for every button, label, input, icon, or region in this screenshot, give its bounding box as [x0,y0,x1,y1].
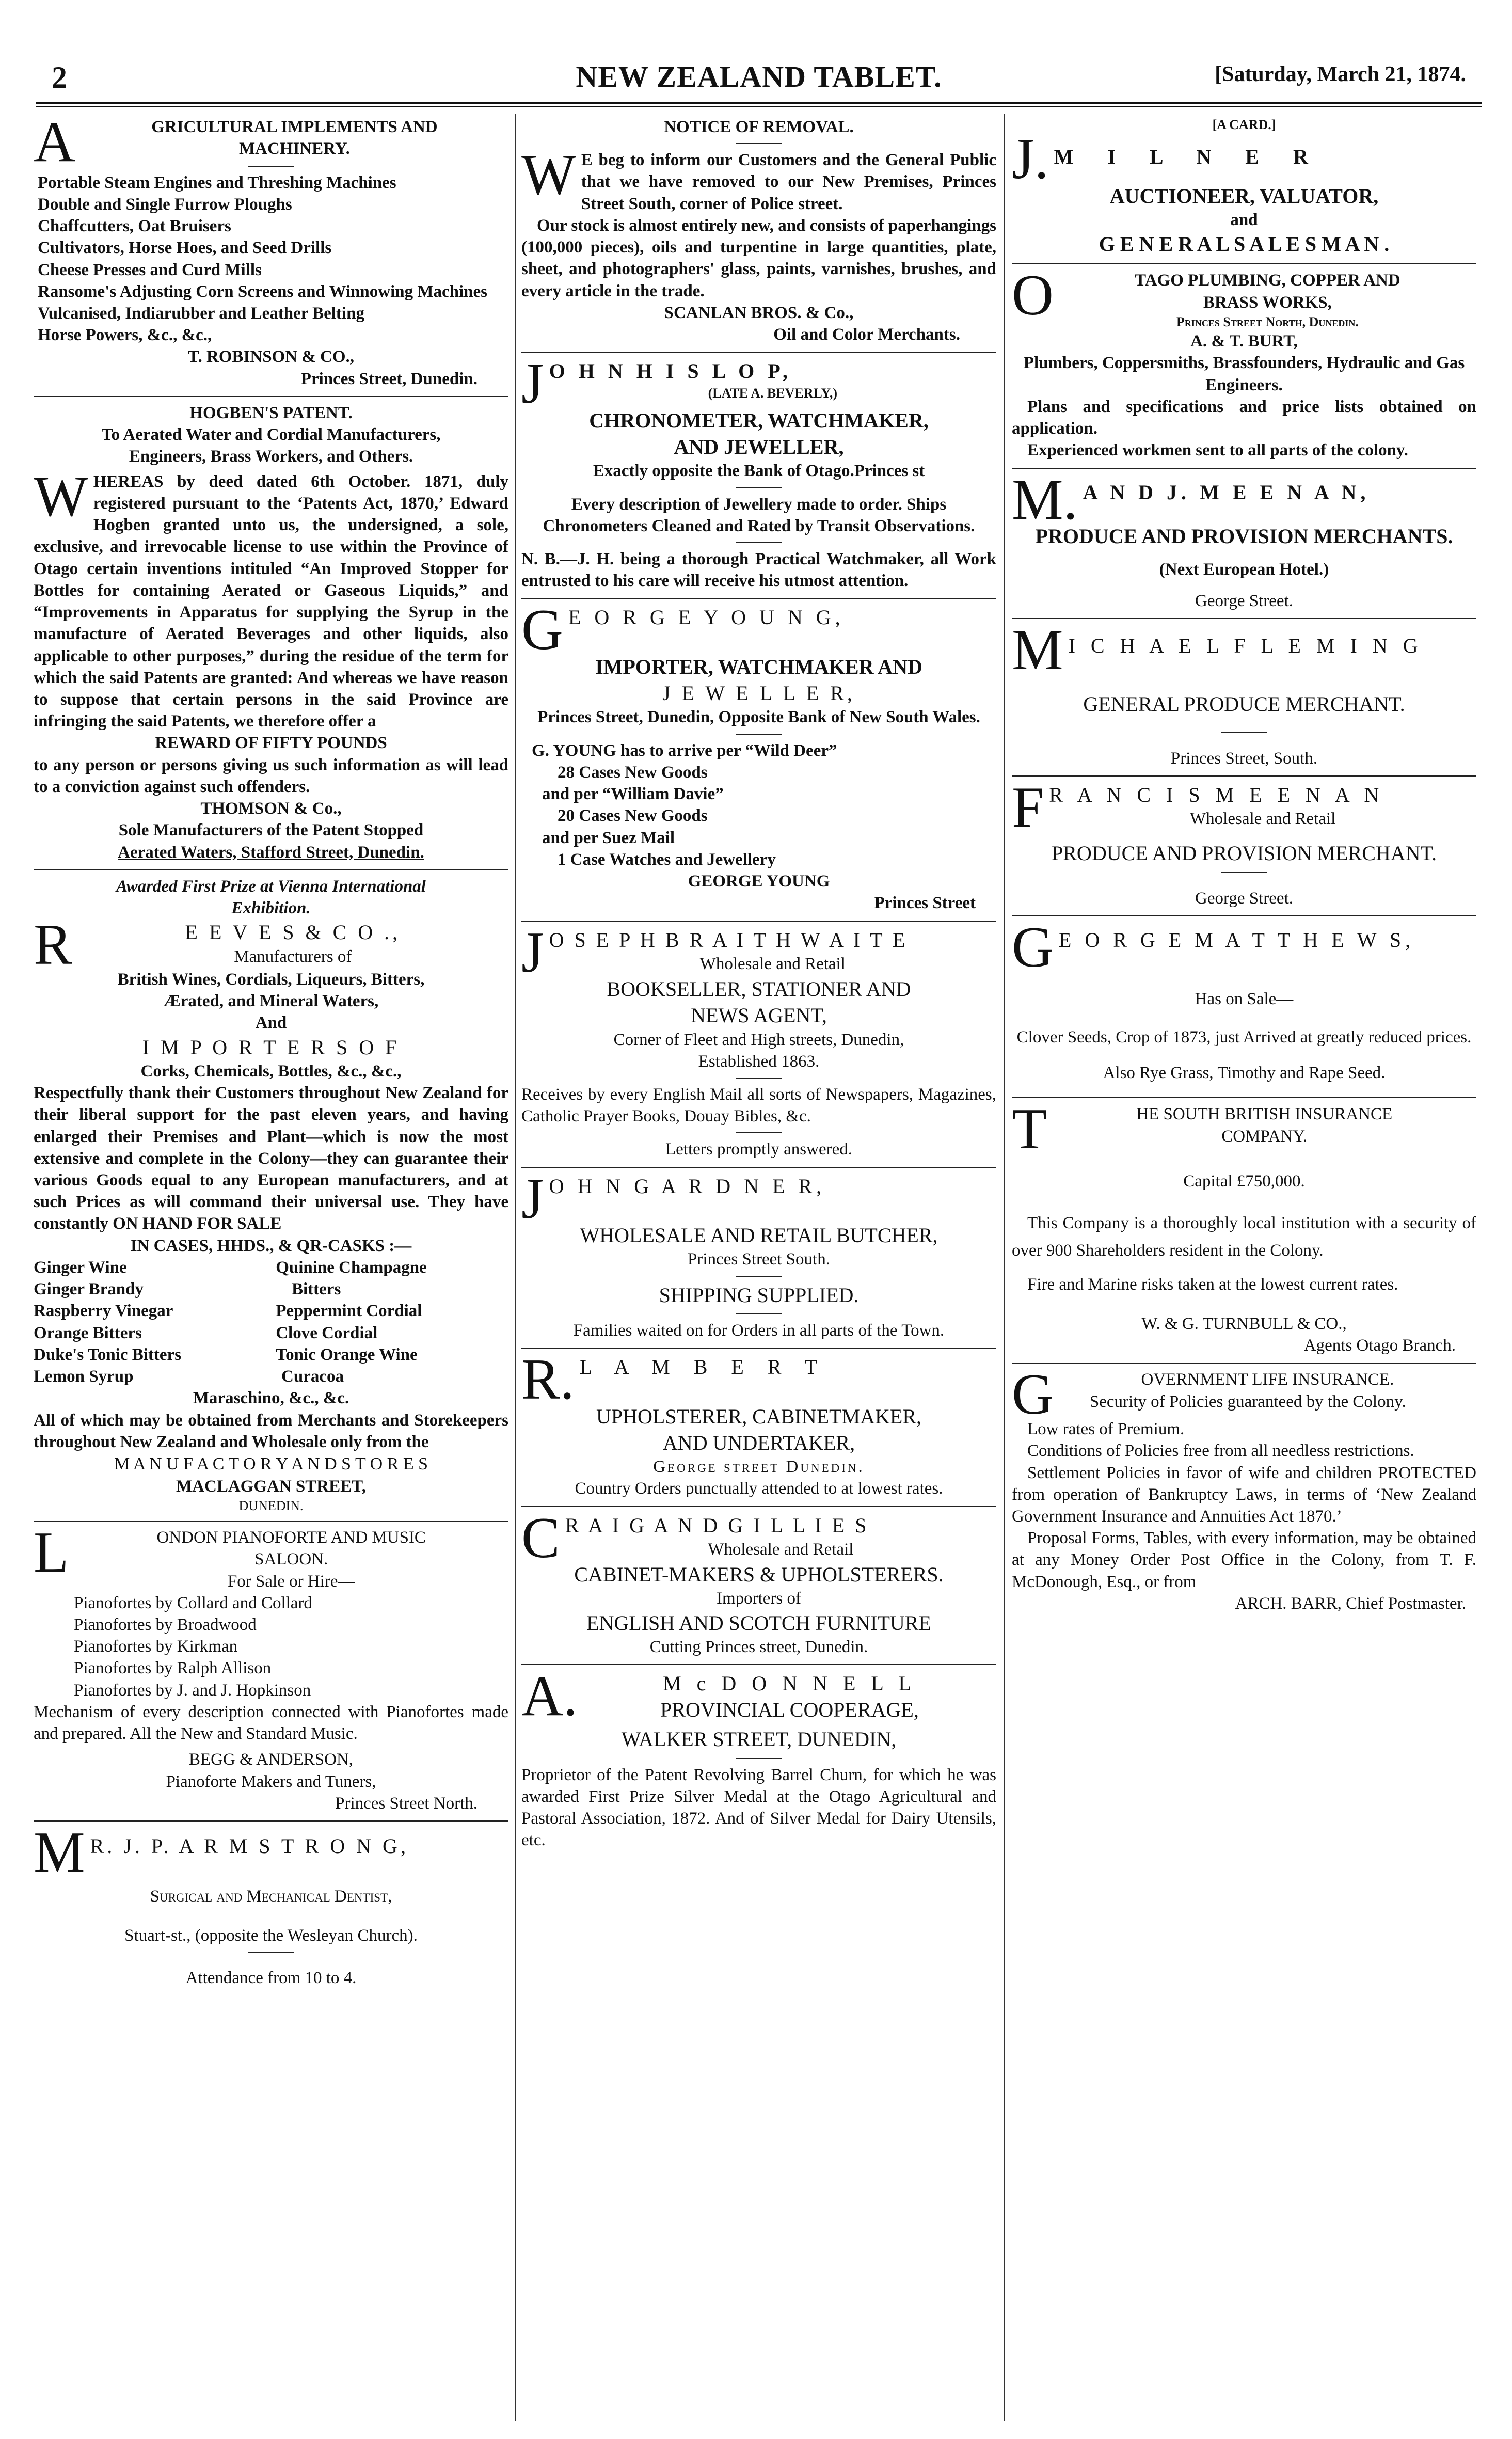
ad-title: SALOON. [254,1550,328,1569]
ad-armstrong-dentist [34,1822,508,1995]
firm-name: M c D O N N E L L [663,1672,916,1696]
stores-heading: M A N U F A C T O R Y A N D S T O R E S [114,1454,428,1474]
ad-craig-and-gillies [521,1507,996,1665]
ad-joseph-braithwaite [521,922,996,1168]
firm-name: O S E P H B R A I T H W A I T E [549,928,908,952]
firm-address: George Street. [1195,889,1293,908]
ad-body: This Company is a thoroughly local institution with a security of over 900 Shareholders resident in the Colony. [1012,1214,1476,1260]
page-number: 2 [52,60,67,94]
ad-title: ONDON PIANOFORTE AND MUSIC [156,1528,426,1547]
drop-cap: A [34,111,75,174]
drop-cap: T [1012,1097,1047,1162]
product-line: Maraschino, &c., &c. [193,1389,349,1408]
firm-name: O H N H I S L O P, [549,359,792,383]
trade-line: PRODUCE AND PROVISION MERCHANT. [1052,842,1437,865]
ad-title: HOGBEN'S PATENT. [189,403,353,422]
firm-name: R. J. P. A R M S T R O N G, [90,1834,409,1858]
ad-body: Plans and specifications and price lists obtained on application. [1012,397,1476,438]
ad-george-matthews [1012,916,1476,1098]
ad-title: COMPANY. [1221,1127,1308,1146]
firm-address: Princes Street South. [688,1250,830,1269]
list-item: Cultivators, Horse Hoes, and Seed Drills [38,239,332,258]
ad-body: Plumbers, Coppersmiths, Brassfounders, Hydraulic and Gas Engineers. [1023,354,1465,394]
drop-cap: G [1012,915,1054,979]
drop-cap: W [521,143,576,208]
award-line: Exhibition. [231,899,311,918]
firm-name: SCANLAN BROS. & Co., [664,303,854,322]
product-line: And [255,1013,287,1033]
firm-address: Princes Street, Dunedin. [300,369,478,388]
ad-body: Country Orders punctually attended to at lowest rates. [575,1479,943,1498]
goods-cell: Bitters [292,1280,341,1299]
ad-body: to any person or persons giving us such information as will lead to a conviction against such offenders. [34,755,508,796]
ad-hogbens-patent [34,397,508,870]
trade-line: GENERAL PRODUCE MERCHANT. [1083,692,1405,716]
ad-body: Low rates of Premium. [1027,1420,1185,1439]
drop-cap: R. [521,1348,575,1412]
drop-cap: J. [1012,127,1049,192]
card-label: [A CARD.] [1212,117,1276,132]
trade-line: PROVINCIAL COOPERAGE, [660,1698,919,1722]
drop-cap: F [1012,775,1044,840]
ad-michael-fleming [1012,619,1476,777]
ad-body: E beg to inform our Customers and the General Public that we have removed to our New Premises, Princes Street South, corner of Police street. [581,151,996,213]
issue-date: [Saturday, March 21, 1874. [1215,62,1466,86]
ad-m-and-j-meenan [1012,469,1476,619]
town-line: DUNEDIN. [238,1498,304,1513]
firm-signature: Aerated Waters, Stafford Street, Dunedin. [118,843,424,862]
ad-reeves-co [34,870,508,1522]
ad-body: Experienced workmen sent to all parts of the colony. [1027,441,1408,460]
ad-title: TAGO PLUMBING, COPPER AND [1135,271,1400,290]
ad-body: HEREAS by deed dated 6th October. 1871, duly registered pursuant to the ‘Patents Act, 1870,’ Edward Hogben granted unto us, the undersigned, a sole, exclusive, and irrevocable license to use within the Province of Otago certain inventions intituled “An Improved Stopper for Bottles for containing Aerated or Gaseous Liquids,” and “Improvements in Apparatus for supplying the Syrup in the manufacture of Aerated Beverages and other liquids, also applicable to other purposes,” during the residue of the term for which the said Patents are granted: And whereas we have reason to suppose that certain persons in the said Province are infringing the said Patents, we therefore offer a [34,472,508,731]
trade-line: BOOKSELLER, STATIONER AND [607,977,911,1001]
firm-signature: Oil and Color Merchants. [773,325,960,344]
firm-address: Princes Street, Dunedin, Opposite Bank of New South Wales. [537,708,980,727]
goods-row [34,1257,508,1278]
trade-line: WHOLESALE AND RETAIL BUTCHER, [580,1224,938,1247]
firm-address: Stuart-st., (opposite the Wesleyan Church). [124,1926,418,1945]
trade-line: NEWS AGENT, [691,1004,827,1027]
ad-body: Our stock is almost entirely new, and consists of paperhangings (100,000 pieces), oils and turpentine in large quantities, plate, sheet, and photographers' glass, paints, varnishes, brushes, and every article in the trade. [521,216,996,300]
firm-name: A N D J. M E E N A N, [1083,480,1370,504]
firm-name: T. ROBINSON & CO., [187,347,355,367]
ad-body: 1 Case Watches and Jewellery [558,850,776,869]
ad-body: Fire and Marine risks taken at the lowest current rates. [1027,1275,1398,1294]
column-divider [515,114,516,2421]
firm-signature: ARCH. BARR, Chief Postmaster. [1235,1594,1466,1613]
ad-notice-of-removal [521,111,996,353]
ad-george-young [521,599,996,921]
divider [248,1952,294,1953]
goods-cell: Curacoa [281,1367,344,1386]
goods-row [34,1278,508,1300]
ad-title: BRASS WORKS, [1203,293,1332,312]
implement-list [34,172,508,346]
ad-title: MACHINERY. [239,139,350,159]
ad-south-british-insurance [1012,1098,1476,1364]
drop-cap: O [1012,263,1054,328]
ad-title: NOTICE OF REMOVAL. [664,118,854,136]
firm-address: Corner of Fleet and High streets, Dunedin, [613,1030,904,1049]
trade-line: and [1230,211,1258,230]
firm-name: R A N C I S M E E N A N [1049,783,1384,806]
goods-row [34,1366,508,1387]
ad-subtitle: Wholesale and Retail [699,954,846,973]
hours-line: Attendance from 10 to 4. [185,1969,357,1988]
ad-subtitle: Wholesale and Retail [708,1540,854,1559]
column-2 [521,111,996,2424]
goods-cell: Quinine Champagne [276,1258,427,1277]
header-rule-thin [36,106,1482,107]
ad-london-pianoforte [34,1522,508,1822]
ad-body: Settlement Policies in favor of wife and children PROTECTED from operation of Bankruptcy Laws, in terms of ‘New Zealand Government Insurance and Annuities Act 1870.’ [1012,1463,1476,1526]
list-item: Ransome's Adjusting Corn Screens and Winnowing Machines [38,282,488,301]
ad-body: Conditions of Policies free from all needless restrictions. [1027,1442,1414,1461]
trade-line: CHRONOMETER, WATCHMAKER, [589,408,929,432]
divider [1221,732,1267,733]
divider [736,1276,782,1277]
drop-cap: G [521,598,563,662]
goods-cell: Duke's Tonic Bitters [34,1345,182,1364]
product-line: Ærated, and Mineral Waters, [163,992,379,1011]
firm-name: A. & T. BURT, [1190,332,1298,351]
goods-cell: Ginger Wine [34,1258,127,1277]
goods-row [34,1322,508,1344]
divider [736,143,782,144]
firm-signature: Pianoforte Makers and Tuners, [166,1772,376,1791]
firm-address: Princes Street North, Dunedin. [1176,314,1359,329]
ad-body: Security of Policies guaranteed by the Colony. [1089,1392,1406,1411]
drop-cap: W [34,464,88,529]
ad-r-lambert [521,1349,996,1507]
piano-list [34,1592,508,1701]
firm-address: George Street. [1195,591,1293,610]
ad-subtitle: Has on Sale— [1195,990,1294,1009]
divider [1221,872,1267,873]
capital-line: Capital £750,000. [1183,1171,1305,1191]
list-item: Chaffcutters, Oat Bruisers [38,217,231,236]
cases-heading: IN CASES, HHDS., & QR-CASKS :— [130,1236,412,1255]
drop-cap: M. [1012,467,1078,532]
ad-subtitle: (Next European Hotel.) [1159,560,1329,579]
drop-cap: M [1012,617,1063,682]
ad-body: Receives by every English Mail all sorts of Newspapers, Magazines, Catholic Prayer Books, Douay Bibles, &c. [521,1085,996,1126]
ad-government-life-insurance [1012,1364,1476,1621]
ad-body: Respectfully thank their Customers throughout New Zealand for their liberal support for the past eleven years, and having enlarged their Premises and Plant—which is now the most extensive and complete in the Colony—they can guarantee their various Goods equal to any European manufacturers, and at such Prices as will command their universal use. They have constantly ON HAND FOR SALE [34,1084,508,1233]
goods-row [34,1344,508,1366]
divider [736,542,782,543]
firm-address: Cutting Princes street, Dunedin. [649,1637,868,1656]
ad-body: Every description of Jewellery made to order. Ships Chronometers Cleaned and Rated by Transit Observations. [543,495,975,535]
drop-cap: L [34,1521,69,1585]
shipping-line: SHIPPING SUPPLIED. [659,1283,859,1307]
ad-subtitle: Importers of [716,1589,802,1608]
firm-signature: Sole Manufacturers of the Patent Stopped [118,821,424,840]
goods-cell: Peppermint Cordial [276,1302,422,1321]
goods-cell: Ginger Brandy [34,1280,144,1299]
ad-otago-plumbing [1012,264,1476,468]
trade-line: AND JEWELLER, [674,435,844,459]
drop-cap: M [34,1820,85,1885]
firm-name: R A I G A N D G I L L I E S [565,1513,869,1537]
firm-name: BEGG & ANDERSON, [188,1750,354,1769]
ad-subtitle: Wholesale and Retail [1190,810,1336,829]
ad-body: and per “William Davie” [542,785,724,804]
list-item: Cheese Presses and Curd Mills [38,260,262,279]
trade-line: AND UNDERTAKER, [662,1431,855,1454]
divider [736,1758,782,1759]
goods-table [34,1257,508,1387]
drop-cap: G [1012,1363,1054,1427]
goods-cell: Lemon Syrup [34,1367,134,1386]
ad-body: Families waited on for Orders in all parts of the Town. [573,1321,945,1340]
importers-heading: I M P O R T E R S O F [142,1035,400,1059]
ad-j-milner [1012,111,1476,264]
firm-name: M I L N E R [1054,145,1323,169]
ad-body: and per Suez Mail [542,828,675,847]
ad-subtitle: Manufacturers of [234,947,352,966]
divider [736,734,782,735]
drop-cap: J [521,352,544,416]
trade-line: CABINET-MAKERS & UPHOLSTERERS. [574,1563,944,1587]
goods-cell: Raspberry Vinegar [34,1302,173,1321]
list-item: Pianofortes by Ralph Allison [74,1659,272,1678]
firm-address: Princes Street, South. [1170,749,1318,768]
header-rule [36,102,1482,104]
reward-heading: REWARD OF FIFTY POUNDS [155,734,387,753]
trade-line: G E N E R A L S A L E S M A N . [1099,232,1390,256]
firm-name: E O R G E Y O U N G, [568,606,845,629]
list-item: Pianofortes by Collard and Collard [74,1593,312,1612]
firm-name: W. & G. TURNBULL & CO., [1141,1314,1347,1333]
newspaper-title: NEW ZEALAND TABLET. [576,60,942,93]
list-item: Vulcanised, Indiarubber and Leather Belting [38,304,364,323]
established-line: Established 1863. [698,1052,820,1071]
ad-body: Proprietor of the Patent Revolving Barrel Churn, for which he was awarded First Prize Silver Medal at the Otago Agricultural and Pastoral Association, 1872. And of Silver Medal for Dairy Utensils, etc. [521,1765,996,1850]
ad-john-hislop [521,353,996,599]
product-line: Corks, Chemicals, Bottles, &c., &c., [140,1062,402,1081]
divider [736,487,782,488]
trade-line: AUCTIONEER, VALUATOR, [1109,184,1379,208]
firm-name: E E V E S & C O ., [185,921,401,944]
list-item: Double and Single Furrow Ploughs [38,195,292,214]
drop-cap: J [521,920,544,985]
ad-title: OVERNMENT LIFE INSURANCE. [1141,1370,1394,1389]
firm-address: George street Dunedin. [653,1458,865,1477]
ad-body: Letters promptly answered. [665,1140,852,1159]
firm-signature: Agents Otago Branch. [1303,1336,1456,1355]
firm-address: WALKER STREET, DUNEDIN, [621,1728,897,1751]
ad-body: Clover Seeds, Crop of 1873, just Arrived at greatly reduced prices. Also Rye Grass, Timothy and Rape Seed. [1016,1027,1472,1083]
list-item: Portable Steam Engines and Threshing Machines [38,173,396,192]
ad-subtitle: To Aerated Water and Cordial Manufacturers, [101,425,441,445]
goods-cell: Orange Bitters [34,1323,142,1342]
drop-cap: J [521,1166,544,1231]
ad-a-mcdonnell [521,1665,996,1858]
divider [248,166,294,167]
firm-name: L A M B E R T [579,1355,827,1379]
drop-cap: A. [521,1664,578,1729]
trade-line: IMPORTER, WATCHMAKER AND [595,655,922,679]
ad-body: N. B.—J. H. being a thorough Practical Watchmaker, all Work entrusted to his care will receive his utmost attention. [521,550,996,591]
award-line: Awarded First Prize at Vienna International [116,877,426,896]
goods-cell: Clove Cordial [276,1323,378,1342]
firm-address: Exactly opposite the Bank of Otago.Princes st [593,462,925,481]
ad-body: Mechanism of every description connected with Pianofortes made and prepared. All the New and Standard Music. [34,1702,508,1744]
ad-subtitle: Engineers, Brass Workers, and Others. [129,447,413,466]
trade-line: ENGLISH AND SCOTCH FURNITURE [586,1611,931,1635]
divider [736,1132,782,1133]
divider [736,1313,782,1314]
ad-body: All of which may be obtained from Merchants and Storekeepers throughout New Zealand and Wholesale only from the [34,1411,508,1451]
ad-francis-meenan [1012,777,1476,916]
drop-cap: C [521,1506,560,1570]
ad-body: Proposal Forms, Tables, with every information, may be obtained at any Money Order Post Office in the Colony, from T. F. McDonough, Esq., or from [1012,1529,1476,1591]
column-divider [1004,114,1005,2421]
list-item: Horse Powers, &c., &c., [38,326,212,345]
ad-agricultural-implements [34,111,508,397]
goods-row [34,1300,508,1322]
street-line: MACLAGGAN STREET, [176,1477,366,1496]
firm-signature: Princes Street [874,894,976,913]
product-line: British Wines, Cordials, Liqueurs, Bitters, [117,970,425,989]
drop-cap: R [34,913,72,977]
trade-line: PRODUCE AND PROVISION MERCHANTS. [1035,525,1453,548]
ad-body: 20 Cases New Goods [558,806,708,826]
ad-subtitle: For Sale or Hire— [227,1572,355,1591]
firm-name: O H N G A R D N E R, [549,1174,826,1198]
ad-title: HE SOUTH BRITISH INSURANCE [1136,1105,1393,1124]
goods-cell: Tonic Orange Wine [276,1345,418,1364]
ad-body: 28 Cases New Goods [558,763,708,782]
divider [736,1078,782,1079]
ad-john-gardner [521,1168,996,1349]
ad-subtitle: (LATE A. BEVERLY,) [708,385,838,401]
ad-subtitle: Surgical and Mechanical Dentist, [150,1887,392,1906]
trade-line: UPHOLSTERER, CABINETMAKER, [596,1404,922,1428]
firm-name: I C H A E L F L E M I N G [1068,633,1423,657]
column-1 [34,111,508,2424]
firm-name: E O R G E M A T T H E W S, [1058,928,1415,952]
list-item: Pianofortes by J. and J. Hopkinson [74,1681,311,1700]
list-item: Pianofortes by Broadwood [74,1615,257,1634]
firm-name: THOMSON & Co., [200,799,342,818]
firm-signature: Princes Street North. [335,1794,478,1813]
ad-body: G. YOUNG has to arrive per “Wild Deer” [532,741,837,760]
list-item: Pianofortes by Kirkman [74,1637,238,1656]
trade-line: J E W E L L E R, [662,682,855,705]
firm-name: GEORGE YOUNG [688,872,830,891]
ad-title: GRICULTURAL IMPLEMENTS AND [151,118,438,136]
column-3 [1012,111,1476,2424]
